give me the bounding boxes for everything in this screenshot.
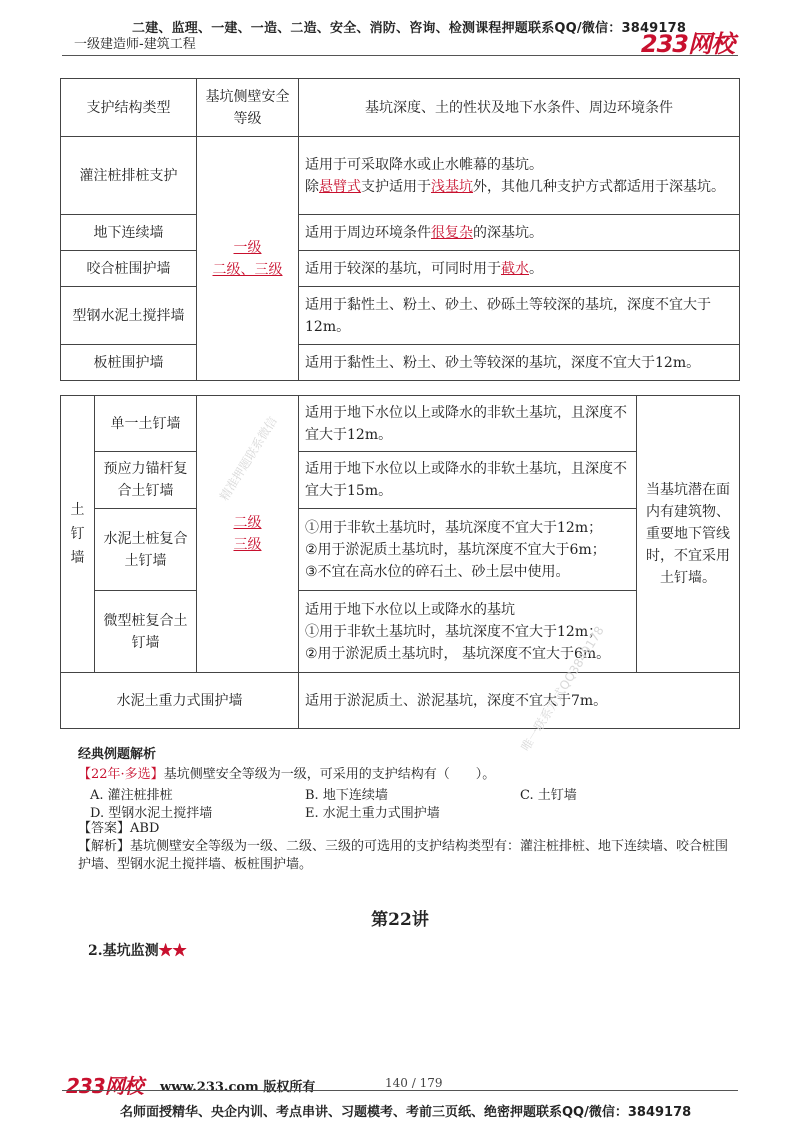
grade-a: 一级 — [233, 239, 262, 256]
soil-nail-table — [60, 395, 740, 729]
desc-cell: 适用于淤泥质土、淤泥基坑，深度不宜大于7m。 — [299, 673, 740, 729]
header-promo-line: 二建、监理、一建、一造、二造、安全、消防、咨询、检测课程押题联系QQ/微信：3849178 — [132, 21, 687, 36]
desc-cell: 适用于黏性土、粉土、砂土等较深的基坑，深度不宜大于12m。 — [299, 345, 740, 381]
option-e: E. 水泥土重力式围护墙 — [305, 806, 440, 821]
desc-cell: 适用于地下水位以上或降水的基坑 ①用于非软土基坑时，基坑深度不宜大于12m； ②用于淤泥质土基坑时， 基坑深度不宜大于6m。 — [299, 591, 637, 673]
grade-cell — [197, 137, 299, 381]
type-cell: 型钢水泥土搅拌墙 — [61, 287, 197, 345]
option-a: A. 灌注桩排桩 — [90, 788, 173, 803]
section-heading: 2.基坑监测★★ — [88, 943, 187, 959]
option-b: B. 地下连续墙 — [305, 788, 388, 803]
grade-b: 二级、三级 — [212, 261, 283, 278]
option-c: C. 土钉墙 — [520, 788, 577, 803]
type-cell: 灌注桩排桩支护 — [61, 137, 197, 215]
desc-cell: 适用于黏性土、粉土、砂土、砂砾土等较深的基坑，深度不宜大于12m。 — [299, 287, 740, 345]
desc-cell: 适用于周边环境条件很复杂的深基坑。 — [299, 215, 740, 251]
grade-b: 三级 — [233, 537, 262, 553]
brand-logo[interactable]: 233网校 — [640, 30, 734, 58]
example-explanation: 【解析】基坑侧壁安全等级为一级、二级、三级的可选用的支护结构类型有：灌注桩排桩、地下连续墙、咬合桩围护墙、型钢水泥土搅拌墙、板桩围护墙。 — [78, 839, 729, 872]
grade-cell — [197, 396, 299, 673]
col-header-grade: 基坑侧壁安全等级 — [197, 79, 299, 137]
desc-cell: 适用于较深的基坑，可同时用于截水。 — [299, 251, 740, 287]
support-structure-table — [60, 78, 740, 381]
star-icon: ★★ — [158, 943, 187, 959]
note-cell: 当基坑潜在面内有建筑物、重要地下管线时，不宜采用土钉墙。 — [637, 396, 740, 673]
type-cell: 预应力锚杆复合土钉墙 — [95, 452, 197, 509]
footer-divider — [62, 1090, 738, 1091]
header-divider — [62, 55, 738, 56]
group-cell: 土钉墙 — [61, 396, 95, 673]
type-cell: 水泥土桩复合土钉墙 — [95, 509, 197, 591]
col-header-type: 支护结构类型 — [61, 79, 197, 137]
col-header-conditions: 基坑深度、土的性状及地下水条件、周边环境条件 — [299, 79, 740, 137]
type-cell: 单一土钉墙 — [95, 396, 197, 452]
page-number: 140 / 179 — [385, 1076, 443, 1090]
lecture-title: 第22讲 — [371, 910, 429, 930]
example-answer: 【答案】ABD — [78, 821, 160, 836]
watermark: 唯一联系方式QQ3849178 — [518, 623, 607, 754]
desc-cell: 适用于地下水位以上或降水的非软土基坑，且深度不宜大于15m。 — [299, 452, 637, 509]
desc-cell: 适用于地下水位以上或降水的非软土基坑，且深度不宜大于12m。 — [299, 396, 637, 452]
example-question: 【22年·多选】基坑侧壁安全等级为一级，可采用的支护结构有（ ）。 — [78, 767, 496, 782]
example-title: 经典例题解析 — [78, 747, 157, 762]
footer-site: www.233.com 版权所有 — [160, 1080, 316, 1095]
type-cell: 咬合桩围护墙 — [61, 251, 197, 287]
footer-promo-line: 名师面授精华、央企内训、考点串讲、习题模考、考前三页纸、绝密押题联系QQ/微信：3849178 — [120, 1105, 692, 1120]
type-cell: 水泥土重力式围护墙 — [61, 673, 299, 729]
grade-a: 二级 — [233, 515, 262, 531]
desc-cell: 适用于可采取降水或止水帷幕的基坑。 除悬臂式支护适用于浅基坑外，其他几种支护方式都适用于深基坑。 — [299, 137, 740, 215]
header-subject: 一级建造师-建筑工程 — [74, 37, 196, 52]
option-d: D. 型钢水泥土搅拌墙 — [90, 806, 213, 821]
type-cell: 地下连续墙 — [61, 215, 197, 251]
desc-cell: ①用于非软土基坑时，基坑深度不宜大于12m； ②用于淤泥质土基坑时，基坑深度不宜大于6m； ③不宜在高水位的碎石土、砂土层中使用。 — [299, 509, 637, 591]
type-cell: 微型桩复合土钉墙 — [95, 591, 197, 673]
watermark: 精准押题联系微信 — [217, 414, 280, 504]
type-cell: 板桩围护墙 — [61, 345, 197, 381]
footer-logo[interactable]: 233网校 — [66, 1074, 143, 1098]
